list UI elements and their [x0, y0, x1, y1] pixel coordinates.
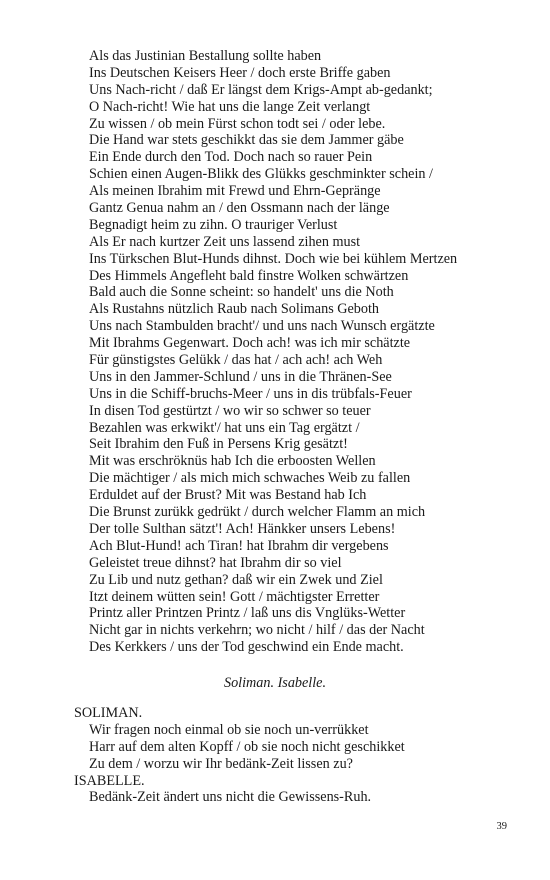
verse-line: Printz aller Printzen Printz / laß uns dis Vnglüks-Wetter — [89, 605, 406, 622]
dialogue-line: Harr auf dem alten Kopff / ob sie noch nicht geschikket — [89, 738, 405, 755]
verse-line: Zu wissen / ob mein Fürst schon todt sei / oder lebe. — [89, 115, 386, 132]
verse-line: Der tolle Sulthan sätzt'! Ach! Hänkker unsers Lebens! — [89, 520, 396, 537]
verse-line: Mit Ibrahms Gegenwart. Doch ach! was ich mir schätzte — [89, 335, 411, 352]
verse-line: Des Kerkkers / uns der Tod geschwind ein Ende macht. — [89, 639, 404, 656]
verse-line: Die Hand war stets geschikkt das sie dem Jammer gäbe — [89, 132, 404, 149]
verse-line: Uns Nach-richt / daß Er längst dem Krigs-Ampt ab-gedankt; — [89, 81, 433, 98]
verse-line: Als das Justinian Bestallung sollte haben — [89, 48, 322, 64]
speaker-name: ISABELLE. — [74, 772, 145, 789]
verse-line: Als Rustahns nützlich Raub nach Solimans Geboth — [89, 301, 380, 318]
page-number: 39 — [496, 821, 507, 832]
dialogue-line: Zu dem / worzu wir Ihr bedänk-Zeit lissen zu? — [89, 755, 353, 772]
verse-line: Als meinen Ibrahim mit Frewd und Ehrn-Gepränge — [89, 183, 381, 200]
verse-line: Des Himmels Angefleht bald finstre Wolken schwärtzen — [89, 267, 409, 284]
verse-line: Geleistet treue dihnst? hat Ibrahm dir so viel — [89, 554, 342, 571]
verse-line: Ins Deutschen Keisers Heer / doch erste Briffe gaben — [89, 64, 391, 81]
verse-line: Ins Türkschen Blut-Hunds dihnst. Doch wie bei kühlem Mertzen — [89, 250, 458, 267]
verse-line: Ein Ende durch den Tod. Doch nach so rauer Pein — [89, 149, 373, 166]
verse-line: In disen Tod gestürtzt / wo wir so schwer so teuer — [89, 402, 371, 419]
verse-line: Die mächtiger / als mich mich schwaches Weib zu fallen — [89, 470, 411, 487]
verse-line: Erduldet auf der Brust? Mit was Bestand hab Ich — [89, 487, 367, 504]
verse-line: Nicht gar in nichts verkehrn; wo nicht / hilf / das der Nacht — [89, 622, 425, 639]
dialogue-block — [74, 705, 534, 806]
verse-line: Gantz Genua nahm an / den Ossmann nach der länge — [89, 200, 390, 217]
dialogue-line: Wir fragen noch einmal ob sie noch un-verrükket — [89, 721, 369, 738]
verse-line: Ach Blut-Hund! ach Tiran! hat Ibrahm dir vergebens — [89, 537, 389, 554]
verse-line: Itzt deinem wütten sein! Gott / mächtigster Erretter — [89, 588, 380, 605]
verse-block — [89, 48, 529, 656]
verse-line: Uns nach Stambulden bracht'/ und uns nach Wunsch ergätzte — [89, 318, 435, 335]
dialogue-line: Bedänk-Zeit ändert uns nicht die Gewissens-Ruh. — [89, 789, 372, 806]
verse-line: Als Er nach kurtzer Zeit uns lassend zihen must — [89, 233, 361, 250]
scene-heading: Soliman. Isabelle. — [223, 675, 327, 691]
verse-line: Schien einen Augen-Blikk des Glükks geschminkter schein / — [89, 166, 433, 183]
verse-line: Bezahlen was erkwikt'/ hat uns ein Tag ergätzt / — [89, 419, 360, 436]
verse-line: Begnadigt heim zu zihn. O trauriger Verlust — [89, 216, 338, 233]
verse-line: Die Brunst zurükk gedrükt / durch welcher Flamm an mich — [89, 504, 426, 521]
verse-line: Mit was erschröknüs hab Ich die erboosten Wellen — [89, 453, 376, 470]
verse-line: Uns in den Jammer-Schlund / uns in die Thränen-See — [89, 368, 392, 385]
verse-line: Uns in die Schiff-bruchs-Meer / uns in dis trübfals-Feuer — [89, 385, 412, 402]
verse-line: Zu Lib und nutz gethan? daß wir ein Zwek und Ziel — [89, 571, 383, 588]
verse-line: Für günstigstes Gelükk / das hat / ach ach! ach Weh — [89, 352, 383, 369]
verse-line: Seit Ibrahim den Fuß in Persens Krig gesätzt! — [89, 436, 348, 453]
speaker-name: SOLIMAN. — [74, 705, 143, 721]
verse-line: O Nach-richt! Wie hat uns die lange Zeit verlangt — [89, 98, 371, 115]
verse-line: Bald auch die Sonne scheint: so handelt' uns die Noth — [89, 284, 394, 301]
